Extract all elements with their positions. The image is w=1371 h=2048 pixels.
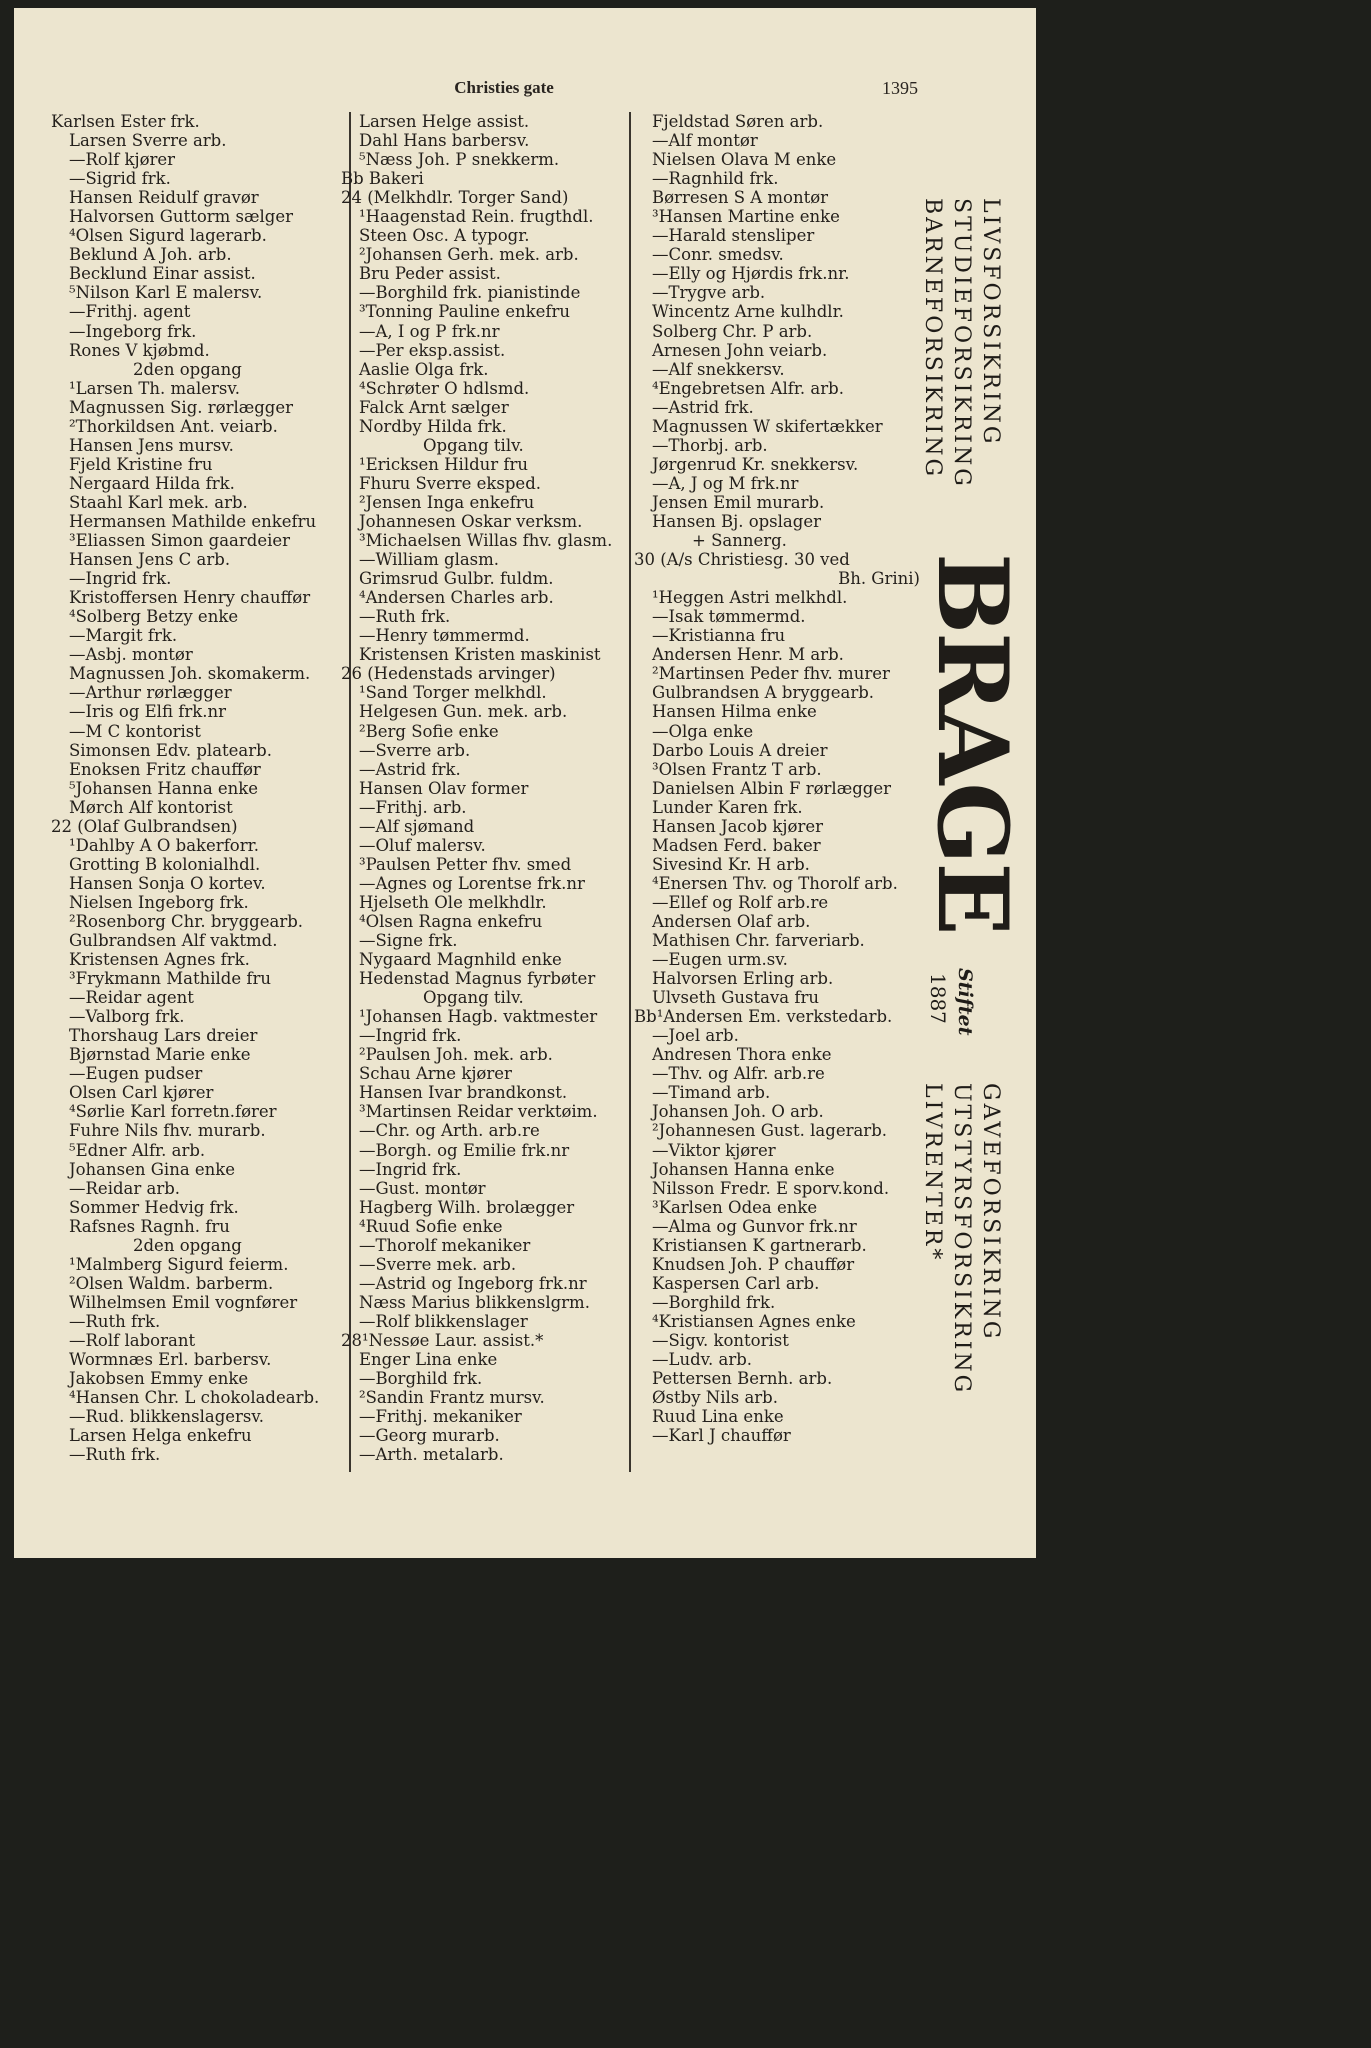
directory-entry: —Frithj. mekaniker <box>359 1407 522 1427</box>
directory-entry: Kristensen Kristen maskinist <box>359 645 601 665</box>
directory-entry: —Ingeborg frk. <box>69 321 197 341</box>
directory-entry: ³Paulsen Petter fhv. smed <box>359 854 572 874</box>
directory-entry: Kristensen Agnes frk. <box>69 950 250 970</box>
directory-entry: 24 (Melkhdlr. Torger Sand) <box>341 188 569 208</box>
ad-line-livsforsikring: LIVSFORSIKRING <box>978 198 1003 447</box>
directory-entry: ⁵Johansen Hanna enke <box>69 778 259 798</box>
directory-entry: —Reidar arb. <box>69 1178 181 1198</box>
directory-entry: —Frithj. agent <box>69 302 191 322</box>
directory-entry: Karlsen Ester frk. <box>51 112 200 131</box>
directory-entry: ¹Heggen Astri melkhdl. <box>652 588 848 608</box>
directory-entry: Bru Peder assist. <box>359 264 501 284</box>
ad-line-barneforsikring: BARNEFORSIKRING <box>920 198 945 480</box>
directory-entry: Larsen Helge assist. <box>359 112 530 131</box>
directory-entry: Sivesind Kr. H arb. <box>652 854 810 874</box>
directory-entry: ²Johansen Gerh. mek. arb. <box>359 245 579 265</box>
directory-entry: Bb Bakeri <box>341 169 424 189</box>
directory-entry: Bh. Grini) <box>838 569 920 589</box>
directory-entry: Hansen Ivar brandkonst. <box>359 1083 568 1103</box>
directory-entry: —A, J og M frk.nr <box>652 473 799 493</box>
directory-entry: Arnesen John veiarb. <box>652 340 828 360</box>
directory-entry: Hansen Jens C arb. <box>69 550 231 570</box>
directory-entry: —Sigv. kontorist <box>652 1331 789 1350</box>
directory-entry: Nilsson Fredr. E sporv.kond. <box>652 1178 890 1198</box>
directory-entry: Fjeldstad Søren arb. <box>652 112 824 131</box>
directory-entry: —Arthur rørlægger <box>69 683 232 703</box>
directory-entry: Danielsen Albin F rørlægger <box>652 778 891 798</box>
directory-entry: Beklund A Joh. arb. <box>69 245 232 265</box>
directory-entry: + Sannerg. <box>692 531 787 551</box>
directory-entry: —Iris og Elfi frk.nr <box>69 702 226 722</box>
directory-entry: —Sigrid frk. <box>69 169 171 189</box>
directory-entry: Hansen Bj. opslager <box>652 511 821 531</box>
directory-entry: Fuhre Nils fhv. murarb. <box>69 1121 266 1141</box>
directory-entry: Lunder Karen frk. <box>652 797 803 817</box>
directory-entry: Magnussen W skifertækker <box>652 416 883 436</box>
directory-entry: Johansen Joh. O arb. <box>652 1102 824 1122</box>
directory-entry: Opgang tilv. <box>423 988 524 1008</box>
directory-entry: —Astrid frk. <box>359 759 461 779</box>
directory-entry: Hansen Jens mursv. <box>69 435 234 455</box>
directory-entry: Grimsrud Gulbr. fuldm. <box>359 569 554 589</box>
directory-entry: Halvorsen Guttorm sælger <box>69 207 293 227</box>
directory-entry: Helgesen Gun. mek. arb. <box>359 702 568 722</box>
directory-column-3 <box>634 112 934 1445</box>
ad-star: * <box>920 1248 945 1263</box>
directory-entry: Knudsen Joh. P chauffør <box>652 1254 855 1274</box>
directory-entry: 26 (Hedenstads arvinger) <box>341 664 556 684</box>
directory-entry: Kristoffersen Henry chauffør <box>69 588 311 608</box>
directory-entry: Nergaard Hilda frk. <box>69 473 235 493</box>
directory-entry: Hansen Sonja O kortev. <box>69 873 266 893</box>
directory-entry: —Viktor kjører <box>652 1140 776 1160</box>
directory-entry: —Henry tømmermd. <box>359 626 530 646</box>
directory-entry: Sommer Hedvig frk. <box>69 1197 239 1217</box>
directory-entry: ³Karlsen Odea enke <box>652 1197 818 1217</box>
directory-entry: —Joel arb. <box>652 1026 739 1046</box>
ad-line-livrenter-text: LIVRENTER <box>920 1083 945 1249</box>
directory-entry: ³Olsen Frantz T arb. <box>652 759 822 779</box>
directory-entry: Opgang tilv. <box>423 435 524 455</box>
directory-entry: Wincentz Arne kulhdlr. <box>652 302 844 322</box>
directory-entry: ²Olsen Waldm. barberm. <box>69 1273 274 1293</box>
directory-entry: Ruud Lina enke <box>652 1407 784 1427</box>
directory-entry: —Alf montør <box>652 131 758 151</box>
directory-entry: —Alf snekkersv. <box>652 359 785 379</box>
directory-entry: Schau Arne kjører <box>359 1064 512 1084</box>
directory-entry: —Thorolf mekaniker <box>359 1235 531 1255</box>
directory-entry: ²Paulsen Joh. mek. arb. <box>359 1045 553 1065</box>
brand-logo-brage: BRAGE <box>916 553 1029 934</box>
directory-entry: ³Michaelsen Willas fhv. glasm. <box>359 531 613 551</box>
directory-entry: ⁴Sørlie Karl forretn.fører <box>69 1102 277 1122</box>
directory-entry: ¹Larsen Th. malersv. <box>69 378 241 398</box>
directory-entry: Larsen Helga enkefru <box>69 1426 252 1446</box>
directory-entry: —Agnes og Lorentse frk.nr <box>359 873 585 893</box>
directory-entry: —Karl J chauffør <box>652 1426 791 1446</box>
directory-entry: Magnussen Joh. skomakerm. <box>69 664 311 684</box>
page-number: 1395 <box>882 78 918 98</box>
directory-entry: —Alma og Gunvor frk.nr <box>652 1216 857 1236</box>
directory-entry: Hansen Reidulf gravør <box>69 188 259 208</box>
directory-entry: Kaspersen Carl arb. <box>652 1273 820 1293</box>
directory-entry: Nygaard Magnhild enke <box>359 950 562 970</box>
directory-entry: —Asbj. montør <box>69 645 193 665</box>
directory-entry: Hansen Hilma enke <box>652 702 817 722</box>
directory-entry: —Trygve arb. <box>652 283 766 303</box>
directory-entry: ²Jensen Inga enkefru <box>359 492 535 512</box>
ad-stiftet: Stiftet <box>954 968 976 1036</box>
directory-entry: —Isak tømmermd. <box>652 607 806 627</box>
directory-entry: Hermansen Mathilde enkefru <box>69 511 317 531</box>
directory-entry: Rones V kjøbmd. <box>69 340 210 360</box>
directory-entry: Nielsen Olava M enke <box>652 150 837 170</box>
ad-line-gaveforsikring: GAVEFORSIKRING <box>978 1083 1003 1342</box>
directory-entry: ⁵Nilson Karl E malersv. <box>69 283 263 303</box>
directory-entry: Kristiansen K gartnerarb. <box>652 1235 867 1255</box>
directory-page <box>14 8 1036 1558</box>
directory-entry: ⁴Enersen Thv. og Thorolf arb. <box>652 873 898 893</box>
directory-entry: —Ruth frk. <box>359 607 451 627</box>
directory-entry: —Borghild frk. pianistinde <box>359 283 581 303</box>
directory-entry: —Rolf kjører <box>69 150 176 170</box>
directory-entry: Pettersen Bernh. arb. <box>652 1369 833 1389</box>
directory-entry: ¹Johansen Hagb. vaktmester <box>359 1007 598 1027</box>
directory-entry: —Ingrid frk. <box>359 1159 462 1179</box>
directory-entry: Johannesen Oskar verksm. <box>359 511 583 531</box>
directory-entry: —Ruth frk. <box>69 1445 161 1465</box>
directory-entry: —Ingrid frk. <box>359 1026 462 1046</box>
page-title: Christies gate <box>454 78 554 97</box>
directory-entry: Rafsnes Ragnh. fru <box>69 1216 230 1236</box>
directory-entry: Enoksen Fritz chauffør <box>69 759 261 779</box>
directory-entry: Becklund Einar assist. <box>69 264 256 284</box>
directory-entry: —Gust. montør <box>359 1178 486 1198</box>
directory-entry: ⁴Solberg Betzy enke <box>69 607 239 627</box>
directory-entry: Johansen Gina enke <box>69 1159 236 1179</box>
ad-year: 1887 <box>926 973 950 1024</box>
directory-entry: ¹Malmberg Sigurd feierm. <box>69 1254 289 1274</box>
directory-entry: —Per eksp.assist. <box>359 340 506 360</box>
directory-entry: ²Johannesen Gust. lagerarb. <box>652 1121 888 1141</box>
directory-entry: Steen Osc. A typogr. <box>359 226 530 246</box>
directory-entry: —Sverre arb. <box>359 740 471 760</box>
directory-entry: —William glasm. <box>359 550 500 570</box>
directory-entry: Magnussen Sig. rørlægger <box>69 397 294 417</box>
directory-entry: ⁴Hansen Chr. L chokoladearb. <box>69 1388 320 1408</box>
directory-entry: —Kristianna fru <box>652 626 786 646</box>
directory-entry: 30 (A/s Christiesg. 30 ved <box>634 550 850 570</box>
directory-entry: Næss Marius blikkenslgrm. <box>359 1292 590 1312</box>
directory-entry: —Thv. og Alfr. arb.re <box>652 1064 825 1084</box>
directory-entry: —Astrid frk. <box>652 397 754 417</box>
directory-entry: ⁴Ruud Sofie enke <box>359 1216 503 1236</box>
directory-entry: —Margit frk. <box>69 626 178 646</box>
directory-entry: —Rolf laborant <box>69 1331 196 1350</box>
directory-entry: Jakobsen Emmy enke <box>69 1369 249 1389</box>
directory-entry: Thorshaug Lars dreier <box>69 1026 258 1046</box>
directory-entry: —Signe frk. <box>359 931 458 951</box>
directory-entry: Dahl Hans barbersv. <box>359 131 530 151</box>
directory-column-2 <box>341 112 641 1464</box>
directory-entry: Andersen Olaf arb. <box>652 911 811 931</box>
directory-entry: ²Sandin Frantz mursv. <box>359 1388 545 1408</box>
directory-entry: —Arth. metalarb. <box>359 1445 504 1465</box>
directory-entry: Wilhelmsen Emil vognfører <box>69 1292 298 1312</box>
directory-entry: Simonsen Edv. platearb. <box>69 740 272 760</box>
ad-line-studieforsikring: STUDIEFORSIKRING <box>949 198 974 489</box>
directory-entry: Aaslie Olga frk. <box>359 359 489 379</box>
directory-entry: —Eugen pudser <box>69 1064 203 1084</box>
directory-entry: 2den opgang <box>133 359 242 379</box>
directory-entry: Andersen Henr. M arb. <box>652 645 844 665</box>
directory-entry: Andresen Thora enke <box>652 1045 832 1065</box>
directory-entry: Ulvseth Gustava fru <box>652 988 820 1008</box>
directory-entry: Falck Arnt sælger <box>359 397 509 417</box>
directory-entry: Madsen Ferd. baker <box>652 835 821 855</box>
directory-entry: Jensen Emil murarb. <box>652 492 825 512</box>
directory-entry: —Conr. smedsv. <box>652 245 784 265</box>
directory-entry: Johansen Hanna enke <box>652 1159 835 1179</box>
directory-entry: ⁴Kristiansen Agnes enke <box>652 1311 856 1331</box>
directory-entry: ²Rosenborg Chr. bryggearb. <box>69 911 304 931</box>
directory-entry: —Ingrid frk. <box>69 569 172 589</box>
directory-entry: ³Frykmann Mathilde fru <box>69 969 271 989</box>
directory-entry: —A, I og P frk.nr <box>359 321 500 341</box>
directory-entry: ³Martinsen Reidar verktøim. <box>359 1102 598 1122</box>
directory-entry: ⁴Schrøter O hdlsmd. <box>359 378 530 398</box>
directory-entry: —Borghild frk. <box>652 1292 776 1312</box>
directory-entry: ³Hansen Martine enke <box>652 207 840 227</box>
directory-entry: Hjelseth Ole melkhdlr. <box>359 892 547 912</box>
directory-entry: —Borghild frk. <box>359 1369 483 1389</box>
directory-entry: Hedenstad Magnus fyrbøter <box>359 969 596 989</box>
directory-entry: 2den opgang <box>133 1235 242 1255</box>
directory-entry: —Borgh. og Emilie frk.nr <box>359 1140 570 1160</box>
directory-entry: —Olga enke <box>652 721 754 741</box>
directory-entry: ⁴Engebretsen Alfr. arb. <box>652 378 844 398</box>
directory-entry: —Alf sjømand <box>359 816 475 836</box>
directory-entry: Hansen Olav former <box>359 778 529 798</box>
directory-entry: 28¹Nessøe Laur. assist.* <box>341 1331 544 1350</box>
directory-entry: Bjørnstad Marie enke <box>69 1045 251 1065</box>
directory-entry: Darbo Louis A dreier <box>652 740 828 760</box>
directory-entry: ²Berg Sofie enke <box>359 721 499 741</box>
directory-entry: Hagberg Wilh. brolægger <box>359 1197 575 1217</box>
directory-entry: ²Thorkildsen Ant. veiarb. <box>69 416 278 436</box>
directory-entry: —Ruth frk. <box>69 1311 161 1331</box>
directory-entry: —Elly og Hjørdis frk.nr. <box>652 264 850 284</box>
directory-entry: ⁴Olsen Sigurd lagerarb. <box>69 226 267 246</box>
directory-entry: ¹Ericksen Hildur fru <box>359 454 529 474</box>
directory-entry: —Harald stensliper <box>652 226 815 246</box>
ad-line-livrenter <box>920 1083 945 1262</box>
directory-entry: —Eugen urm.sv. <box>652 950 788 970</box>
directory-entry: Solberg Chr. P arb. <box>652 321 813 341</box>
directory-entry: Nordby Hilda frk. <box>359 416 507 436</box>
directory-entry: ³Tonning Pauline enkefru <box>359 302 571 322</box>
directory-entry: ¹Sand Torger melkhdl. <box>359 683 547 703</box>
directory-entry: ⁵Edner Alfr. arb. <box>69 1140 206 1160</box>
directory-entry: Østby Nils arb. <box>652 1388 778 1408</box>
directory-entry: —Frithj. arb. <box>359 797 467 817</box>
directory-entry: Hansen Jacob kjører <box>652 816 823 836</box>
directory-entry: Wormnæs Erl. barbersv. <box>69 1350 272 1370</box>
directory-entry: 22 (Olaf Gulbrandsen) <box>51 816 238 836</box>
directory-entry: Mathisen Chr. farveriarb. <box>652 931 865 951</box>
directory-entry: —Georg murarb. <box>359 1426 500 1446</box>
directory-entry: ¹Dahlby A O bakerforr. <box>69 835 259 855</box>
directory-entry: —Thorbj. arb. <box>652 435 768 455</box>
directory-entry: —Valborg frk. <box>69 1007 185 1027</box>
directory-entry: Grotting B kolonialhdl. <box>69 854 261 874</box>
directory-entry: —Sverre mek. arb. <box>359 1254 517 1274</box>
directory-entry: Gulbrandsen Alf vaktmd. <box>69 931 278 951</box>
directory-entry: Staahl Karl mek. arb. <box>69 492 248 512</box>
ad-line-utstyrsforsikring: UTSTYRSFORSIKRING <box>949 1083 974 1396</box>
directory-entry: Børresen S A montør <box>652 188 829 208</box>
directory-entry: Olsen Carl kjører <box>69 1083 214 1103</box>
directory-entry: ⁴Andersen Charles arb. <box>359 588 554 608</box>
directory-entry: Bb¹Andersen Em. verkstedarb. <box>634 1007 893 1027</box>
directory-entry: —M C kontorist <box>69 721 201 741</box>
directory-entry: —Chr. og Arth. arb.re <box>359 1121 540 1141</box>
directory-entry: —Astrid og Ingeborg frk.nr <box>359 1273 587 1293</box>
directory-entry: Nielsen Ingeborg frk. <box>69 892 249 912</box>
directory-entry: —Ludv. arb. <box>652 1350 753 1370</box>
directory-entry: —Rolf blikkenslager <box>359 1311 528 1331</box>
directory-entry: —Ragnhild frk. <box>652 169 779 189</box>
directory-entry: —Reidar agent <box>69 988 194 1008</box>
directory-entry: Larsen Sverre arb. <box>69 131 227 151</box>
directory-entry: Gulbrandsen A bryggearb. <box>652 683 875 703</box>
directory-entry: Halvorsen Erling arb. <box>652 969 834 989</box>
directory-entry: —Ellef og Rolf arb.re <box>652 892 829 912</box>
directory-entry: Fjeld Kristine fru <box>69 454 213 474</box>
directory-entry: Mørch Alf kontorist <box>69 797 233 817</box>
directory-entry: ²Martinsen Peder fhv. murer <box>652 664 890 684</box>
directory-entry: —Timand arb. <box>652 1083 771 1103</box>
directory-entry: ³Eliassen Simon gaardeier <box>69 531 291 551</box>
directory-entry: Jørgenrud Kr. snekkersv. <box>652 454 859 474</box>
directory-entry: ⁴Olsen Ragna enkefru <box>359 911 543 931</box>
directory-entry: ⁵Næss Joh. P snekkerm. <box>359 150 560 170</box>
directory-entry: —Rud. blikkenslagersv. <box>69 1407 264 1427</box>
directory-entry: ¹Haagenstad Rein. frugthdl. <box>359 207 594 227</box>
directory-entry: —Oluf malersv. <box>359 835 486 855</box>
directory-entry: Fhuru Sverre eksped. <box>359 473 541 493</box>
directory-entry: Enger Lina enke <box>359 1350 498 1370</box>
directory-column-1 <box>51 112 351 1464</box>
